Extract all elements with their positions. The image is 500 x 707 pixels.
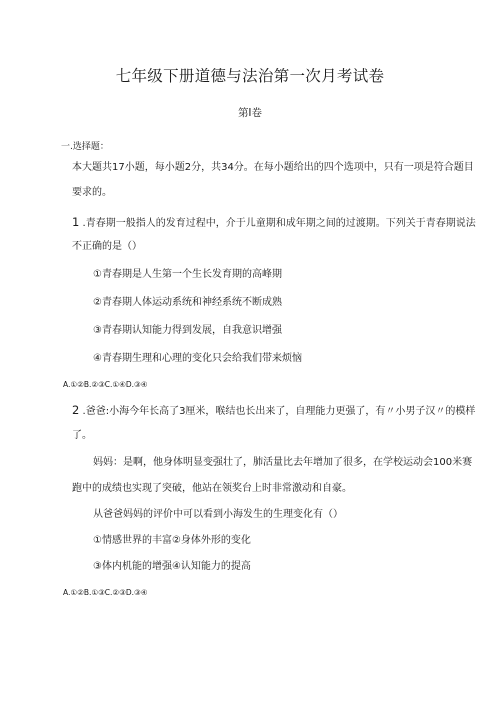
question-2-stem-line-3: 妈妈：是啊，他身体明显变强壮了，肺活量比去年增加了很多，在学校运动会100米赛 [93,457,473,468]
question-1-choices: A.①②B.②③C.①④D.③④ [63,380,148,389]
question-2-statement-1: ①情感世界的丰富②身体外形的变化 [93,535,251,546]
question-1-statement-2: ②青春期人体运动系统和神经系统不断成熟 [93,297,282,308]
question-2-choices: A.①②B.①③C.②③D.③④ [63,588,148,597]
question-1-statement-1: ①青春期是人生第一个生长发育期的高峰期 [93,269,282,280]
question-2-stem-line-4: 跑中的成绩也实现了突破，他站在领奖台上时非常激动和自豪。 [72,483,352,494]
section-heading: 一.选择题： [61,142,109,152]
question-1-stem-line-2: 不正确的是（） [72,241,142,252]
instructions-line-2: 要求的。 [72,187,112,198]
question-1-statement-4: ④青春期生理和心理的变化只会给我们带来烦恼 [93,353,302,364]
question-2-stem-text: .爸爸:小海今年长高了3厘米，喉结也长出来了，自理能力更强了，有〃小男子汉〃的模样 [82,406,476,417]
question-2-stem-line-5: 从爸爸妈妈的评价中可以看到小海发生的生理变化有（） [93,509,343,520]
question-2-stem-line-2: 了。 [72,430,92,441]
question-2-stem-line-1 [72,403,475,419]
instructions-line-1: 本大题共17小题，每小题2分，共34分。在每小题给出的四个选项中，只有一项是符合题目 [72,162,474,173]
exam-title: 七年级下册道德与法治第一次月考试卷 [115,67,385,85]
question-1-number: 1 [72,215,80,229]
question-1-statement-3: ③青春期认知能力得到发展，自我意识增强 [93,325,282,336]
question-1-stem-text: .青春期一般指人的发育过程中，介于儿童期和成年期之间的过渡期。下列关于青春期说法 [82,218,476,229]
paper-part-label: 第Ⅰ卷 [237,107,263,119]
question-1-stem-line-1 [72,215,476,231]
question-2-statement-2: ③体内机能的增强④认知能力的提高 [93,561,251,572]
question-2-number: 2 [72,403,80,417]
